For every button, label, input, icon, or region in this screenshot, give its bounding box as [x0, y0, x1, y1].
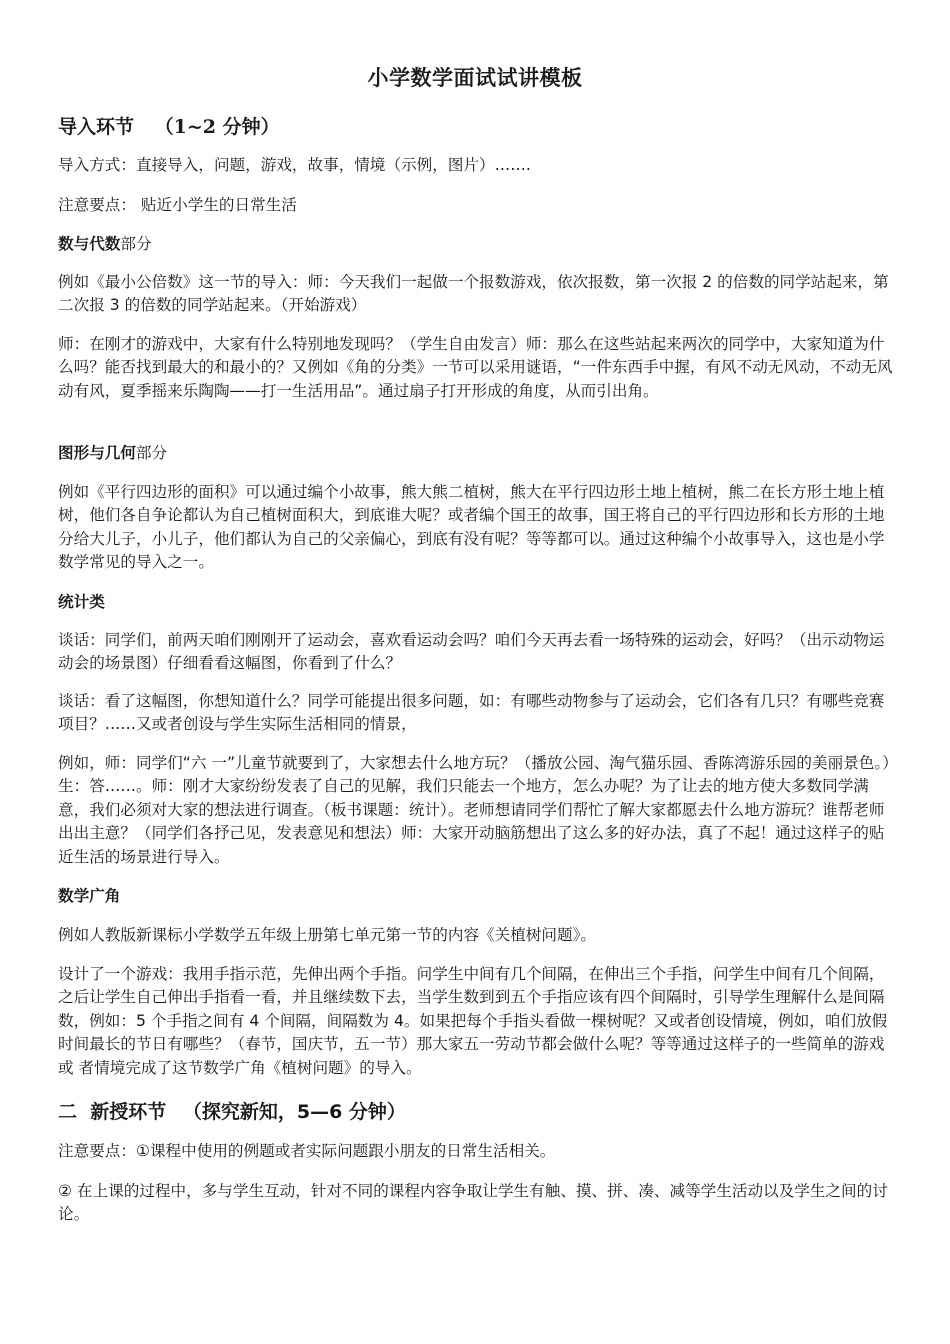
wide-angle-paragraph-1: 例如人教版新课标小学数学五年级上册第七单元第一节的内容《关植树问题》。 — [58, 926, 596, 944]
algebra-subheading-rest: 部分 — [120, 235, 152, 253]
section1-heading-time: （1~2 分钟） — [154, 116, 280, 138]
statistics-subheading-bold: 统计类 — [58, 593, 105, 611]
section2-heading-time: （探究新知，5—6 分钟） — [182, 1101, 406, 1123]
geometry-subheading-rest: 部分 — [135, 444, 168, 462]
statistics-paragraph-2: 谈话：看了这幅图，你想知道什么？同学可能提出很多问题，如：有哪些动物参与了运动会，它们各有几只？有哪些竞赛项目？……又或者创设与学生实际生活相同的情景， — [58, 692, 885, 734]
section1-heading — [58, 112, 280, 139]
wide-angle-subheading-bold: 数学广角 — [58, 887, 121, 905]
section2-note-1: 注意要点：①课程中使用的例题或者实际问题跟小朋友的日常生活相关。 — [58, 1142, 556, 1160]
wide-angle-paragraph-2: 设计了一个游戏：我用手指示范，先伸出两个手指。问学生中间有几个间隔，在伸出三个手指，问学生中间有几个间隔，之后让学生自己伸出手指看一看，并且继续数下去，当学生数到到五个手指应该有四个间隔时，引导学生理解什么是间隔数，例如：5 个手指之间有 4 个间隔，间隔数为 4。如果把每个手指头看做一棵树呢？又或者创设情境，例如，咱们放假时间最长的节日有哪些？（春节，国庆节，五一节）那大家五一劳动节都会做什么呢？等等通过这样子的一些简单的游戏或 者情境完成了这节数学广角《植树问题》的导入。 — [58, 965, 888, 1077]
algebra-paragraph-1: 例如《最小公倍数》这一节的导入：师：今天我们一起做一个报数游戏，依次报数，第一次报 2 的倍数的同学站起来，第二次报 3 的倍数的同学站起来。（开始游戏） — [58, 273, 889, 315]
wide-angle-subheading — [58, 885, 120, 908]
section2-heading — [58, 1097, 406, 1124]
algebra-paragraph-2: 师：在刚才的游戏中，大家有什么特别地发现吗？（学生自由发言）师：那么在这些站起来两次的同学中，大家知道为什么吗？能否找到最大的和最小的？又例如《角的分类》一节可以采用谜语，“一件东西手中握，有风不动无风动，不动无风动有风，夏季摇来乐陶陶——打一生活用品”。通过扇子打开形成的角度，从而引出角。 — [58, 335, 893, 400]
statistics-subheading — [58, 591, 105, 614]
section1-heading-text: 导入环节 — [58, 116, 135, 138]
geometry-paragraph-1: 例如《平行四边形的面积》可以通过编个小故事，熊大熊二植树，熊大在平行四边形土地上植树，熊二在长方形土地上植树，他们各自争论都认为自己植树面积大，到底谁大呢？或者编个国王的故事，国王将自己的平行四边形和长方形的土地分给大儿子，小儿子，他们都认为自己的父亲偏心，到底有没有呢？等等都可以。通过这种编个小故事导入，这也是小学数学常见的导入之一。 — [58, 483, 885, 572]
document-title: 小学数学面试试讲模板 — [367, 66, 583, 90]
algebra-subheading-bold: 数与代数 — [58, 235, 121, 253]
intro-method-paragraph: 导入方式：直接导入，问题，游戏，故事，情境（示例，图片）……. — [58, 156, 531, 174]
algebra-subheading — [58, 233, 152, 256]
section2-heading-text: 二 新授环节 — [58, 1101, 167, 1123]
statistics-paragraph-3: 例如，师：同学们“六 一”儿童节就要到了，大家想去什么地方玩？（播放公园、淘气猫乐园、香陈湾游乐园的美丽景色。）生：答……。师：刚才大家纷纷发表了自己的见解，我们只能去一个地方，怎么办呢？为了让去的地方使大多数同学满意，我们必须对大家的想法进行调查。（板书课题：统计）。老师想请同学们帮忙了解大家都愿去什么地方游玩？谁帮老师出出主意？（同学们各抒己见，发表意见和想法）师：大家开动脑筋想出了这么多的好办法，真了不起！通过这样子的贴近生活的场景进行导入。 — [58, 754, 898, 866]
geometry-subheading-bold: 图形与几何 — [58, 444, 136, 462]
geometry-subheading — [58, 442, 167, 465]
section2-note-2: ② 在上课的过程中，多与学生互动，针对不同的课程内容争取让学生有触、摸、拼、凑、减等学生活动以及学生之间的讨论。 — [58, 1182, 888, 1224]
statistics-paragraph-1: 谈话：同学们，前两天咱们刚刚开了运动会，喜欢看运动会吗？咱们今天再去看一场特殊的运动会，好吗？（出示动物运动会的场景图）仔细看看这幅图，你看到了什么？ — [58, 631, 885, 673]
intro-note-paragraph: 注意要点： 贴近小学生的日常生活 — [58, 196, 297, 214]
